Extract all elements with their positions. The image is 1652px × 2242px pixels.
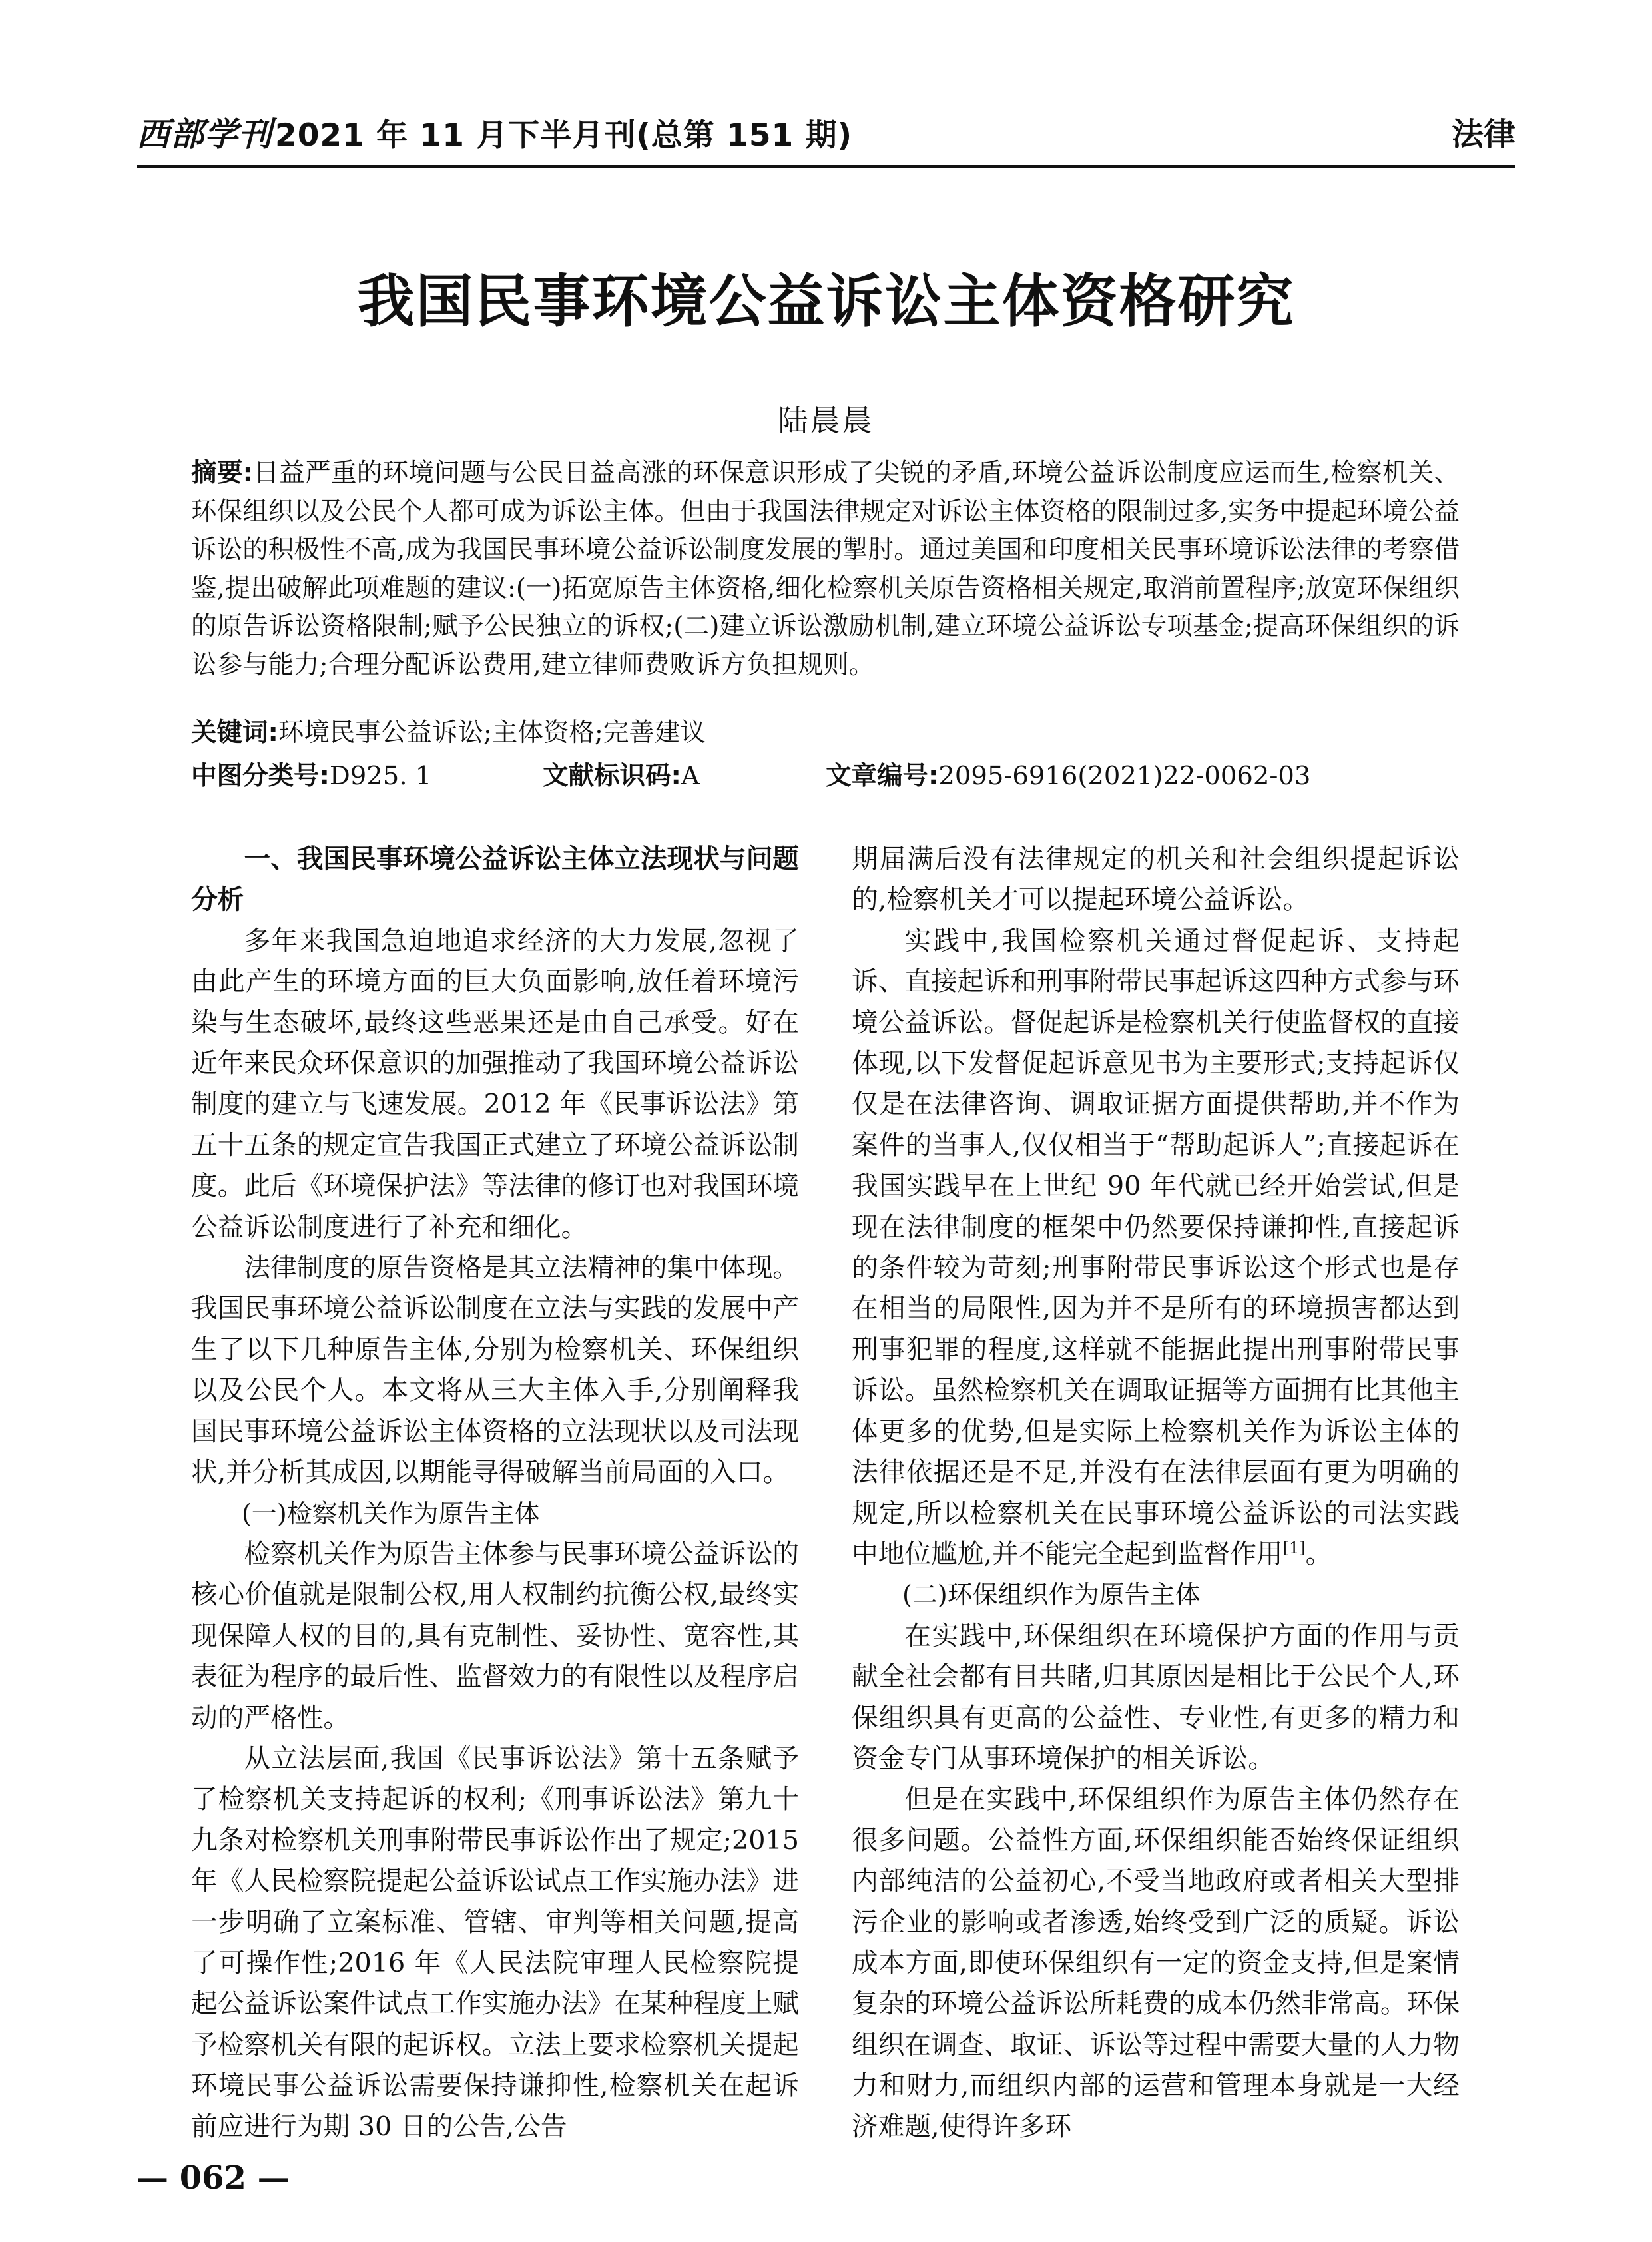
document-code-value: A xyxy=(681,761,700,791)
paragraph: 在实践中,环保组织在环境保护方面的作用与贡献全社会都有目共睹,归其原因是相比于公民个人,环保组织具有更高的公益性、专业性,有更多的精力和资金专门从事环境保护的相关诉讼。 xyxy=(852,1620,1460,1774)
article-number-value: 2095-6916(2021)22-0062-03 xyxy=(938,761,1311,791)
section-heading-1: 一、我国民事环境公益诉讼主体立法现状与问题分析 xyxy=(191,844,799,916)
abstract-text: 日益严重的环境问题与公民日益高涨的环保意识形成了尖锐的矛盾,环境公益诉讼制度应运而生,检察机关、环保组织以及公民个人都可成为诉讼主体。但由于我国法律规定对诉讼主体资格的限制过多,实务中提起环境公益诉讼的积极性不高,成为我国民事环境公益诉讼制度发展的掣肘。通过美国和印度相关民事环境诉讼法律的考察借鉴,提出破解此项难题的建议:(一)拓宽原告主体资格,细化检察机关原告资格相关规定,取消前置程序;放宽环保组织的原告诉讼资格限制;赋予公民独立的诉权;(二)建立诉讼激励机制,建立环境公益诉讼专项基金;提高环保组织的诉讼参与能力;合理分配诉讼费用,建立律师费败诉方负担规则。 xyxy=(191,458,1460,680)
document-code xyxy=(543,757,700,796)
keywords xyxy=(191,714,1460,752)
journal-issue xyxy=(137,108,852,162)
running-header xyxy=(137,108,1515,161)
section-name: 法律 xyxy=(1451,116,1515,153)
paragraph-text: 实践中,我国检察机关通过督促起诉、支持起诉、直接起诉和刑事附带民事起诉这四种方式参与环境公益诉讼。督促起诉是检察机关行使监督权的直接体现,以下发督促起诉意见书为主要形式;支持起诉仅仅是在法律咨询、调取证据方面提供帮助,并不作为案件的当事人,仅仅相当于“帮助起诉人”;直接起诉在我国实践早在上世纪 90 年代就已经开始尝试,但是现在法律制度的框架中仍然要保持谦抑性,直接起诉的条件较为苛刻;刑事附带民事诉讼这个形式也是存在相当的局限性,因为并不是所有的环境损害都达到刑事犯罪的程度,这样就不能据此提出刑事附带民事诉讼。虽然检察机关在调取证据等方面拥有比其他主体更多的优势,但是实际上检察机关作为诉讼主体的法律依据还是不足,并没有在法律层面有更为明确的规定,所以检察机关在民事环境公益诉讼的司法实践中地位尴尬,并不能完全起到监督作用 xyxy=(852,925,1460,1569)
subsection-heading: (二)环保组织作为原告主体 xyxy=(902,1580,1201,1610)
document-code-label: 文献标识码: xyxy=(543,761,681,791)
keywords-text: 环境民事公益诉讼;主体资格;完善建议 xyxy=(278,718,706,748)
subsection-heading: (一)检察机关作为原告主体 xyxy=(242,1498,540,1528)
paragraph: 法律制度的原告资格是其立法精神的集中体现。我国民事环境公益诉讼制度在立法与实践的发展中产生了以下几种原告主体,分别为检察机关、环保组织以及公民个人。本文将从三大主体入手,分别阐释我国民事环境公益诉讼主体资格的立法现状以及司法现状,并分析其成因,以期能寻得破解当前局面的入口。 xyxy=(191,1253,799,1488)
paragraph: 期届满后没有法律规定的机关和社会组织提起诉讼的,检察机关才可以提起环境公益诉讼。 xyxy=(852,844,1460,916)
header-rule xyxy=(137,165,1515,168)
clc-value: D925. 1 xyxy=(329,761,432,791)
left-column xyxy=(191,839,799,2147)
article-number-label: 文章编号: xyxy=(826,761,939,791)
paragraph: 但是在实践中,环保组织作为原告主体仍然存在很多问题。公益性方面,环保组织能否始终保证组织内部纯洁的公益初心,不受当地政府或者相关大型排污企业的影响或者渗透,始终受到广泛的质疑。诉讼成本方面,即使环保组织有一定的资金支持,但是案情复杂的环境公益诉讼所耗费的成本仍然非常高。环保组织在调查、取证、诉讼等过程中需要大量的人力物力和财力,而组织内部的运营和管理本身就是一大经济难题,使得许多环 xyxy=(852,1784,1460,2142)
keywords-label: 关键词: xyxy=(191,718,278,748)
article-title: 我国民事环境公益诉讼主体资格研究 xyxy=(357,268,1295,335)
clc-number xyxy=(191,757,431,796)
journal-logo: 西部学刊 xyxy=(137,115,272,154)
issue-info: 2021 年 11 月下半月刊(总第 151 期) xyxy=(275,117,853,154)
citation-marker: [1] xyxy=(1282,1538,1306,1557)
abstract-label: 摘要: xyxy=(191,458,254,488)
article-author: 陆晨晨 xyxy=(778,403,874,438)
paragraph: 从立法层面,我国《民事诉讼法》第十五条赋予了检察机关支持起诉的权利;《刑事诉讼法》第九十九条对检察机关刑事附带民事诉讼作出了规定;2015 年《人民检察院提起公益诉讼试点工作实施办法》进一步明确了立案标准、管辖、审判等相关问题,提高了可操作性;2016 年《人民法院审理人民检察院提起公益诉讼案件试点工作实施办法》在某种程度上赋予检察机关有限的起诉权。立法上要求检察机关提起环境民事公益诉讼需要保持谦抑性,检察机关在起诉前应进行为期 30 日的公告,公告 xyxy=(191,1743,799,2142)
paragraph-end: 。 xyxy=(1305,1538,1332,1569)
clc-label: 中图分类号: xyxy=(191,761,330,791)
page-number: — 062 — xyxy=(137,2159,290,2197)
right-column xyxy=(852,839,1460,2147)
article-number xyxy=(826,757,1310,796)
paragraph xyxy=(852,921,1460,1575)
paragraph: 多年来我国急迫地追求经济的大力发展,忽视了由此产生的环境方面的巨大负面影响,放任着环境污染与生态破坏,最终这些恶果还是由自己承受。好在近年来民众环保意识的加强推动了我国环境公益诉讼制度的建立与飞速发展。2012 年《民事诉讼法》第五十五条的规定宣告我国正式建立了环境公益诉讼制度。此后《环境保护法》等法律的修订也对我国环境公益诉讼制度进行了补充和细化。 xyxy=(191,925,799,1243)
paragraph: 检察机关作为原告主体参与民事环境公益诉讼的核心价值就是限制公权,用人权制约抗衡公权,最终实现保障人权的目的,具有克制性、妥协性、宽容性,其表征为程序的最后性、监督效力的有限性以及程序启动的严格性。 xyxy=(191,1538,799,1733)
abstract xyxy=(191,454,1460,684)
